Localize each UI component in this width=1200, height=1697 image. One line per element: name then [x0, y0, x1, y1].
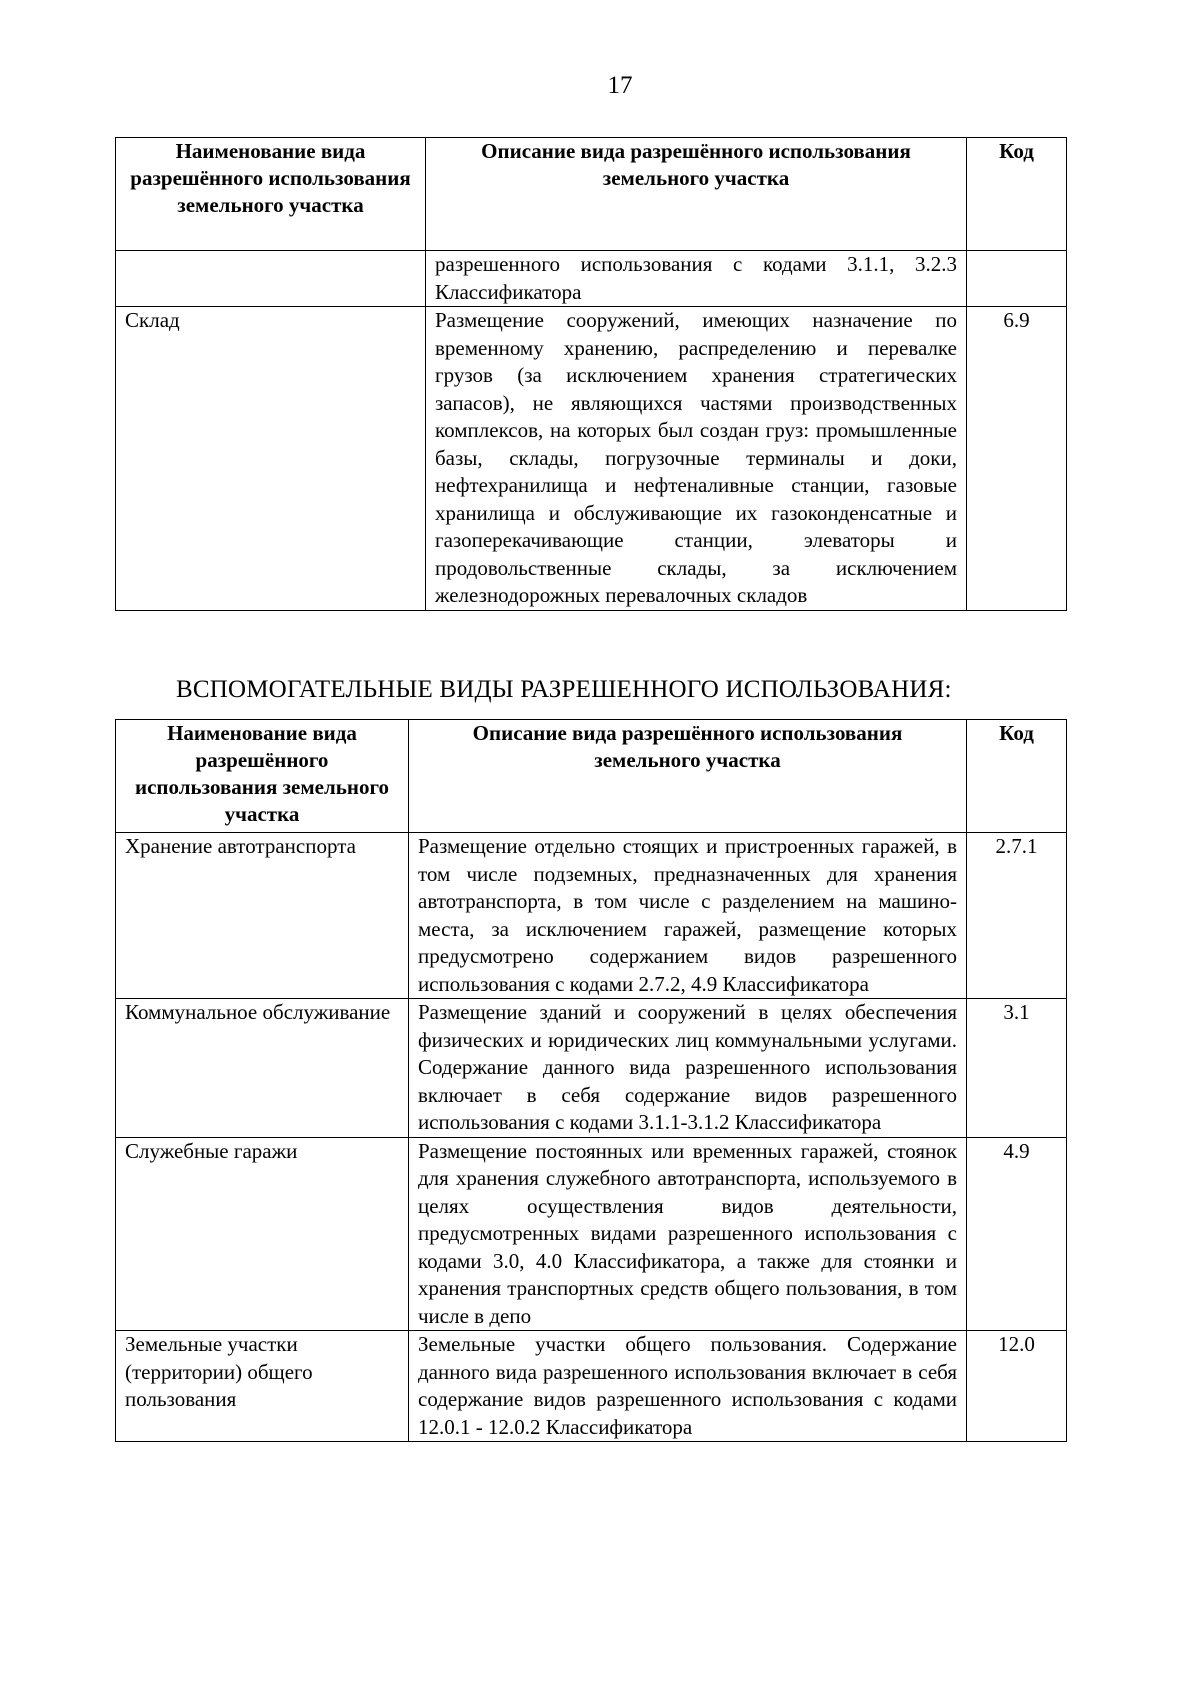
row-name: [116, 251, 426, 307]
row-code: 3.1: [967, 999, 1067, 1138]
table-row: [116, 833, 1067, 999]
row-description: Размещение сооружений, имеющих назначение по временному хранению, распределению и перевалке грузов (за исключением хранения стратегических запасов), не являющихся частями производственных комплексов, на которых был создан груз: промышленные базы, склады, погрузочные терминалы и доки, нефтехранилища и нефтеналивные станции, газовые хранилища и обслуживающие их газоконденсатные и газоперекачивающие станции, элеваторы и продовольственные склады, за исключением железнодорожных перевалочных складов: [426, 307, 967, 611]
header-name: Наименование вида разрешённого использования земельного участка: [116, 138, 426, 251]
table-row: [116, 999, 1067, 1138]
row-name: Склад: [116, 307, 426, 611]
header-code: Код: [967, 138, 1067, 251]
row-code: 12.0: [967, 1331, 1067, 1442]
row-name: Коммунальное обслуживание: [116, 999, 409, 1138]
main-usage-table: [115, 137, 1067, 611]
section-heading: ВСПОМОГАТЕЛЬНЫЕ ВИДЫ РАЗРЕШЕННОГО ИСПОЛЬЗОВАНИЯ:: [176, 676, 952, 703]
page-number: 17: [607, 72, 633, 99]
header-description: Описание вида разрешённого использования земельного участка: [426, 138, 967, 251]
table-header-row: [116, 720, 1067, 833]
header-code: Код: [967, 720, 1067, 833]
row-description: Размещение зданий и сооружений в целях обеспечения физических и юридических лиц коммунальными услугами. Содержание данного вида разрешенного использования включает в себя содержание видов разрешенного использования с кодами 3.1.1-3.1.2 Классификатора: [409, 999, 967, 1138]
row-code: 6.9: [967, 307, 1067, 611]
table-row: [116, 1331, 1067, 1442]
header-name: Наименование вида разрешённого использования земельного участка: [116, 720, 409, 833]
row-description: Размещение постоянных или временных гаражей, стоянок для хранения служебного автотранспорта, используемого в целях осуществления видов деятельности, предусмотренных видами разрешенного использования с кодами 3.0, 4.0 Классификатора, а также для стоянки и хранения транспортных средств общего пользования, в том числе в депо: [409, 1137, 967, 1331]
auxiliary-usage-table: [115, 719, 1067, 1442]
row-code: 4.9: [967, 1137, 1067, 1331]
table-row: [116, 251, 1067, 307]
header-description: Описание вида разрешённого использования земельного участка: [409, 720, 967, 833]
row-code: 2.7.1: [967, 833, 1067, 999]
row-code: [967, 251, 1067, 307]
row-name: Земельные участки (территории) общего пользования: [116, 1331, 409, 1442]
row-name: Хранение автотранспорта: [116, 833, 409, 999]
table-header-row: [116, 138, 1067, 251]
row-description: Размещение отдельно стоящих и пристроенных гаражей, в том числе подземных, предназначенных для хранения автотранспорта, в том числе с разделением на машино-места, за исключением гаражей, размещение которых предусмотрено содержанием видов разрешенного использования с кодами 2.7.2, 4.9 Классификатора: [409, 833, 967, 999]
table-row: [116, 1137, 1067, 1331]
row-description: Земельные участки общего пользования. Содержание данного вида разрешенного использования включает в себя содержание видов разрешенного использования с кодами 12.0.1 - 12.0.2 Классификатора: [409, 1331, 967, 1442]
row-name: Служебные гаражи: [116, 1137, 409, 1331]
table-row: [116, 307, 1067, 611]
row-description: разрешенного использования с кодами 3.1.1, 3.2.3 Классификатора: [426, 251, 967, 307]
